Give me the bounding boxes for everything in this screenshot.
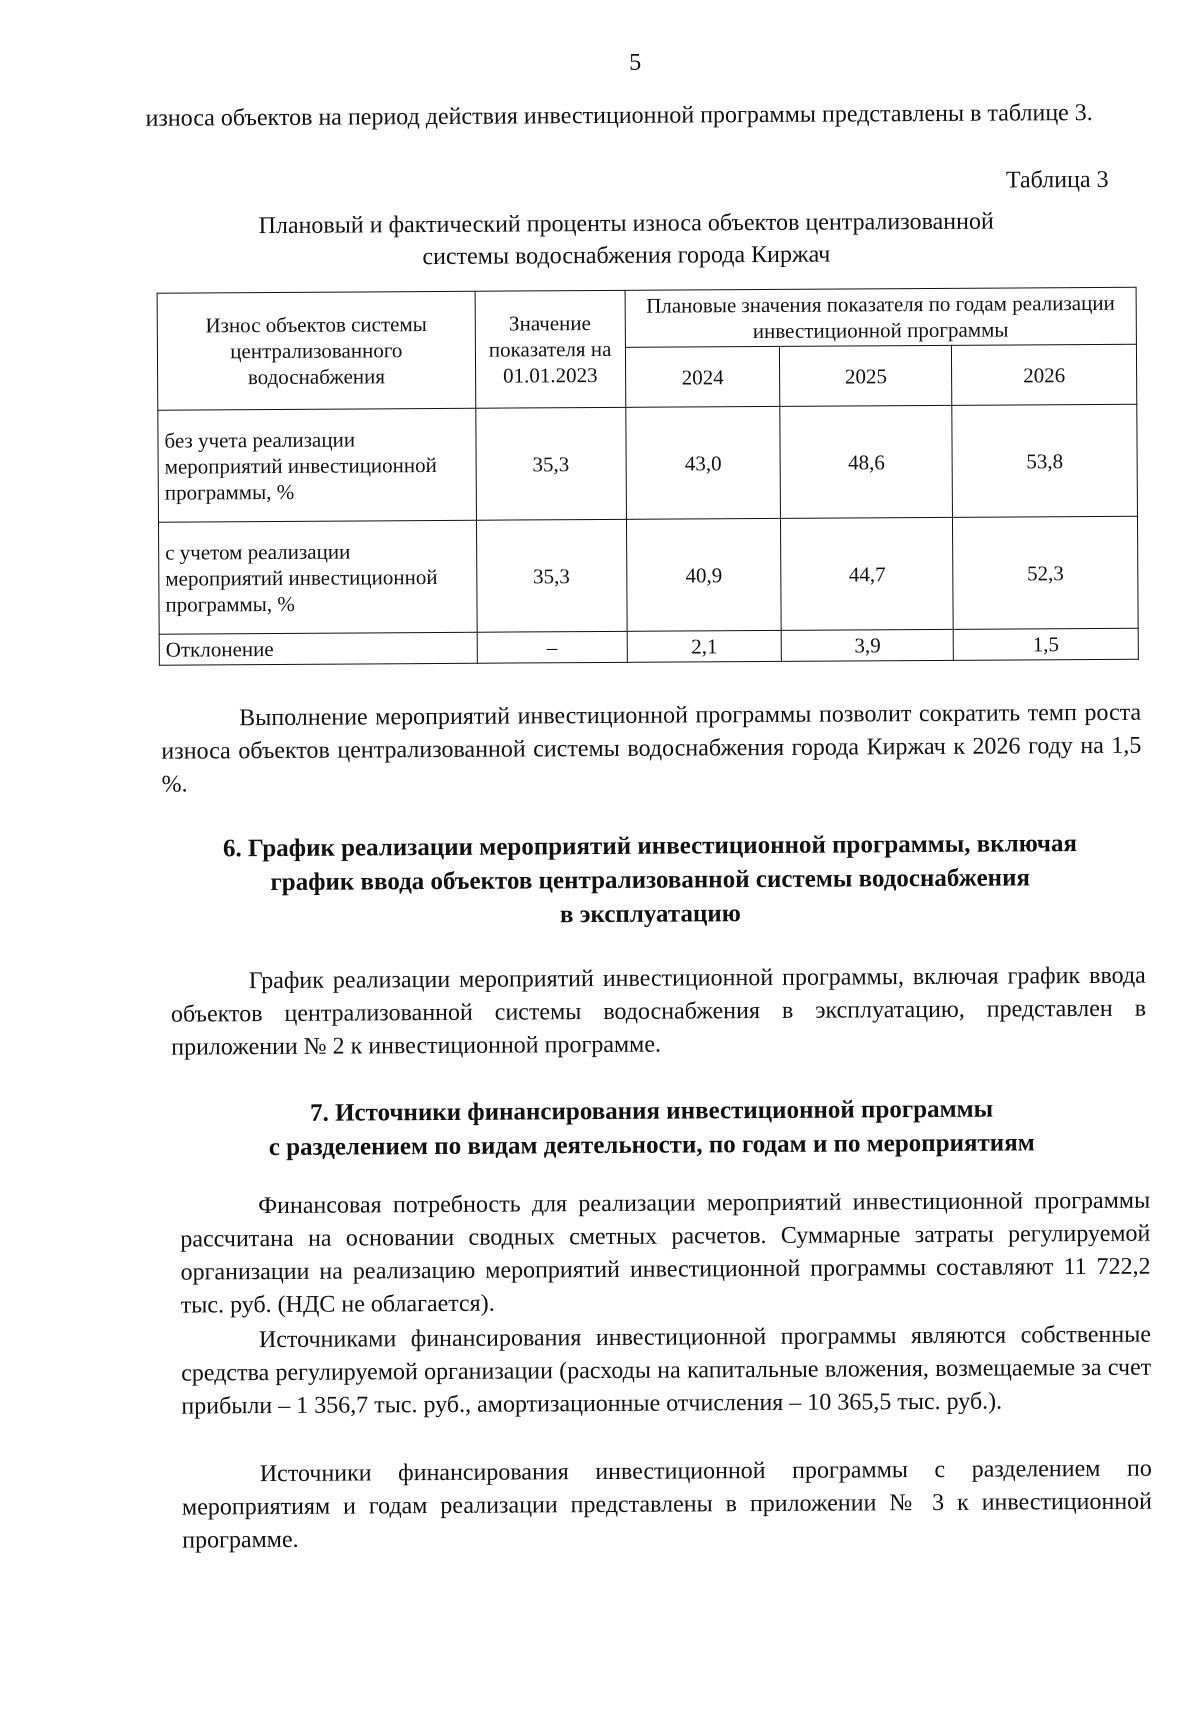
row-label: без учета реализации мероприятий инвестиционной программы, % [158,408,476,522]
row-year-2024: 43,0 [625,406,780,519]
row-value: 35,3 [476,519,627,632]
table-caption-line1: Плановый и фактический проценты износа объектов централизованной [258,208,994,240]
section-6-heading [150,827,1151,935]
section-7-paragraph-3: Источники финансирования инвестиционной программы с разделением по мероприятиям и годам реализации представлены в приложении № 3 к инвестиционной программе. [181,1455,1153,1554]
table-row [159,628,1138,665]
header-year-2025: 2025 [780,345,952,406]
table-label: Таблица 3 [1005,166,1109,194]
section-7-paragraph-2: Источниками финансирования инвестиционной программы являются собственные средства регулируемой организации (расходы на капитальные вложения, возмещаемые за счет прибыли – 1 356,7 тыс. руб., амортизационные отчисления – 10 365,5 тыс. руб.). [181,1321,1152,1420]
row-label: Отклонение [159,632,477,665]
row-year-2025: 3,9 [782,629,954,661]
wear-table [157,287,1139,666]
row-value: 35,3 [476,407,627,520]
intro-paragraph: износа объектов на период действия инвестиционной программы представлены в таблице 3. [145,99,1093,132]
row-year-2024: 2,1 [627,630,782,662]
section-6-heading-line1: 6. График реализации мероприятий инвестиционной программы, включая [222,830,1078,863]
row-year-2025: 48,6 [780,405,952,518]
section-7-paragraph-1: Финансовая потребность для реализации мероприятий инвестиционной программы рассчитана на основании сводных сметных расчетов. Суммарные затраты регулируемой организации на реализацию мероприятий инвестиционной программы составляют 11 722,2 тыс. руб. (НДС не облагается). [180,1187,1151,1319]
section-7-heading-line1: 7. Источники финансирования инвестиционной программы [309,1095,994,1127]
row-year-2025: 44,7 [781,517,953,630]
table-caption-line2: системы водоснабжения города Киржач [422,241,831,271]
header-plan-group: Плановые значения показателя по годам реализации инвестиционной программы [625,287,1137,347]
row-year-2026: 53,8 [952,404,1137,517]
header-year-2026: 2026 [952,344,1137,405]
header-value-date: Значение показателя на 01.01.2023 [475,290,626,408]
row-label: с учетом реализации мероприятий инвестиционной программы, % [158,520,476,634]
row-year-2026: 1,5 [953,628,1138,660]
section-6-paragraph: График реализации мероприятий инвестиционной программы, включая график ввода объектов централизованной системы водоснабжения в эксплуатацию, представлен в приложении № 2 к инвестиционной программе. [170,962,1147,1061]
reduction-paragraph: Выполнение мероприятий инвестиционной программы позволит сократить темп роста износа объектов централизованной системы водоснабжения города Киржач к 2026 году на 1,5 %. [161,699,1142,798]
row-year-2024: 40,9 [626,518,781,631]
table-row [158,404,1138,522]
section-7-heading-line2: с разделением по видам деятельности, по годам и по мероприятиям [268,1129,1035,1162]
table-row [158,516,1138,634]
section-7-heading [152,1092,1152,1166]
section-6-heading-line3: в эксплуатацию [559,900,741,929]
row-value: – [477,631,627,663]
row-year-2026: 52,3 [953,516,1138,629]
header-year-2024: 2024 [625,346,780,407]
page-number: 5 [629,49,642,76]
table-caption [176,205,1076,274]
section-6-heading-line2: график ввода объектов централизованной системы водоснабжения [270,864,1031,897]
header-wear-objects: Износ объектов системы централизованного водоснабжения [157,291,475,410]
